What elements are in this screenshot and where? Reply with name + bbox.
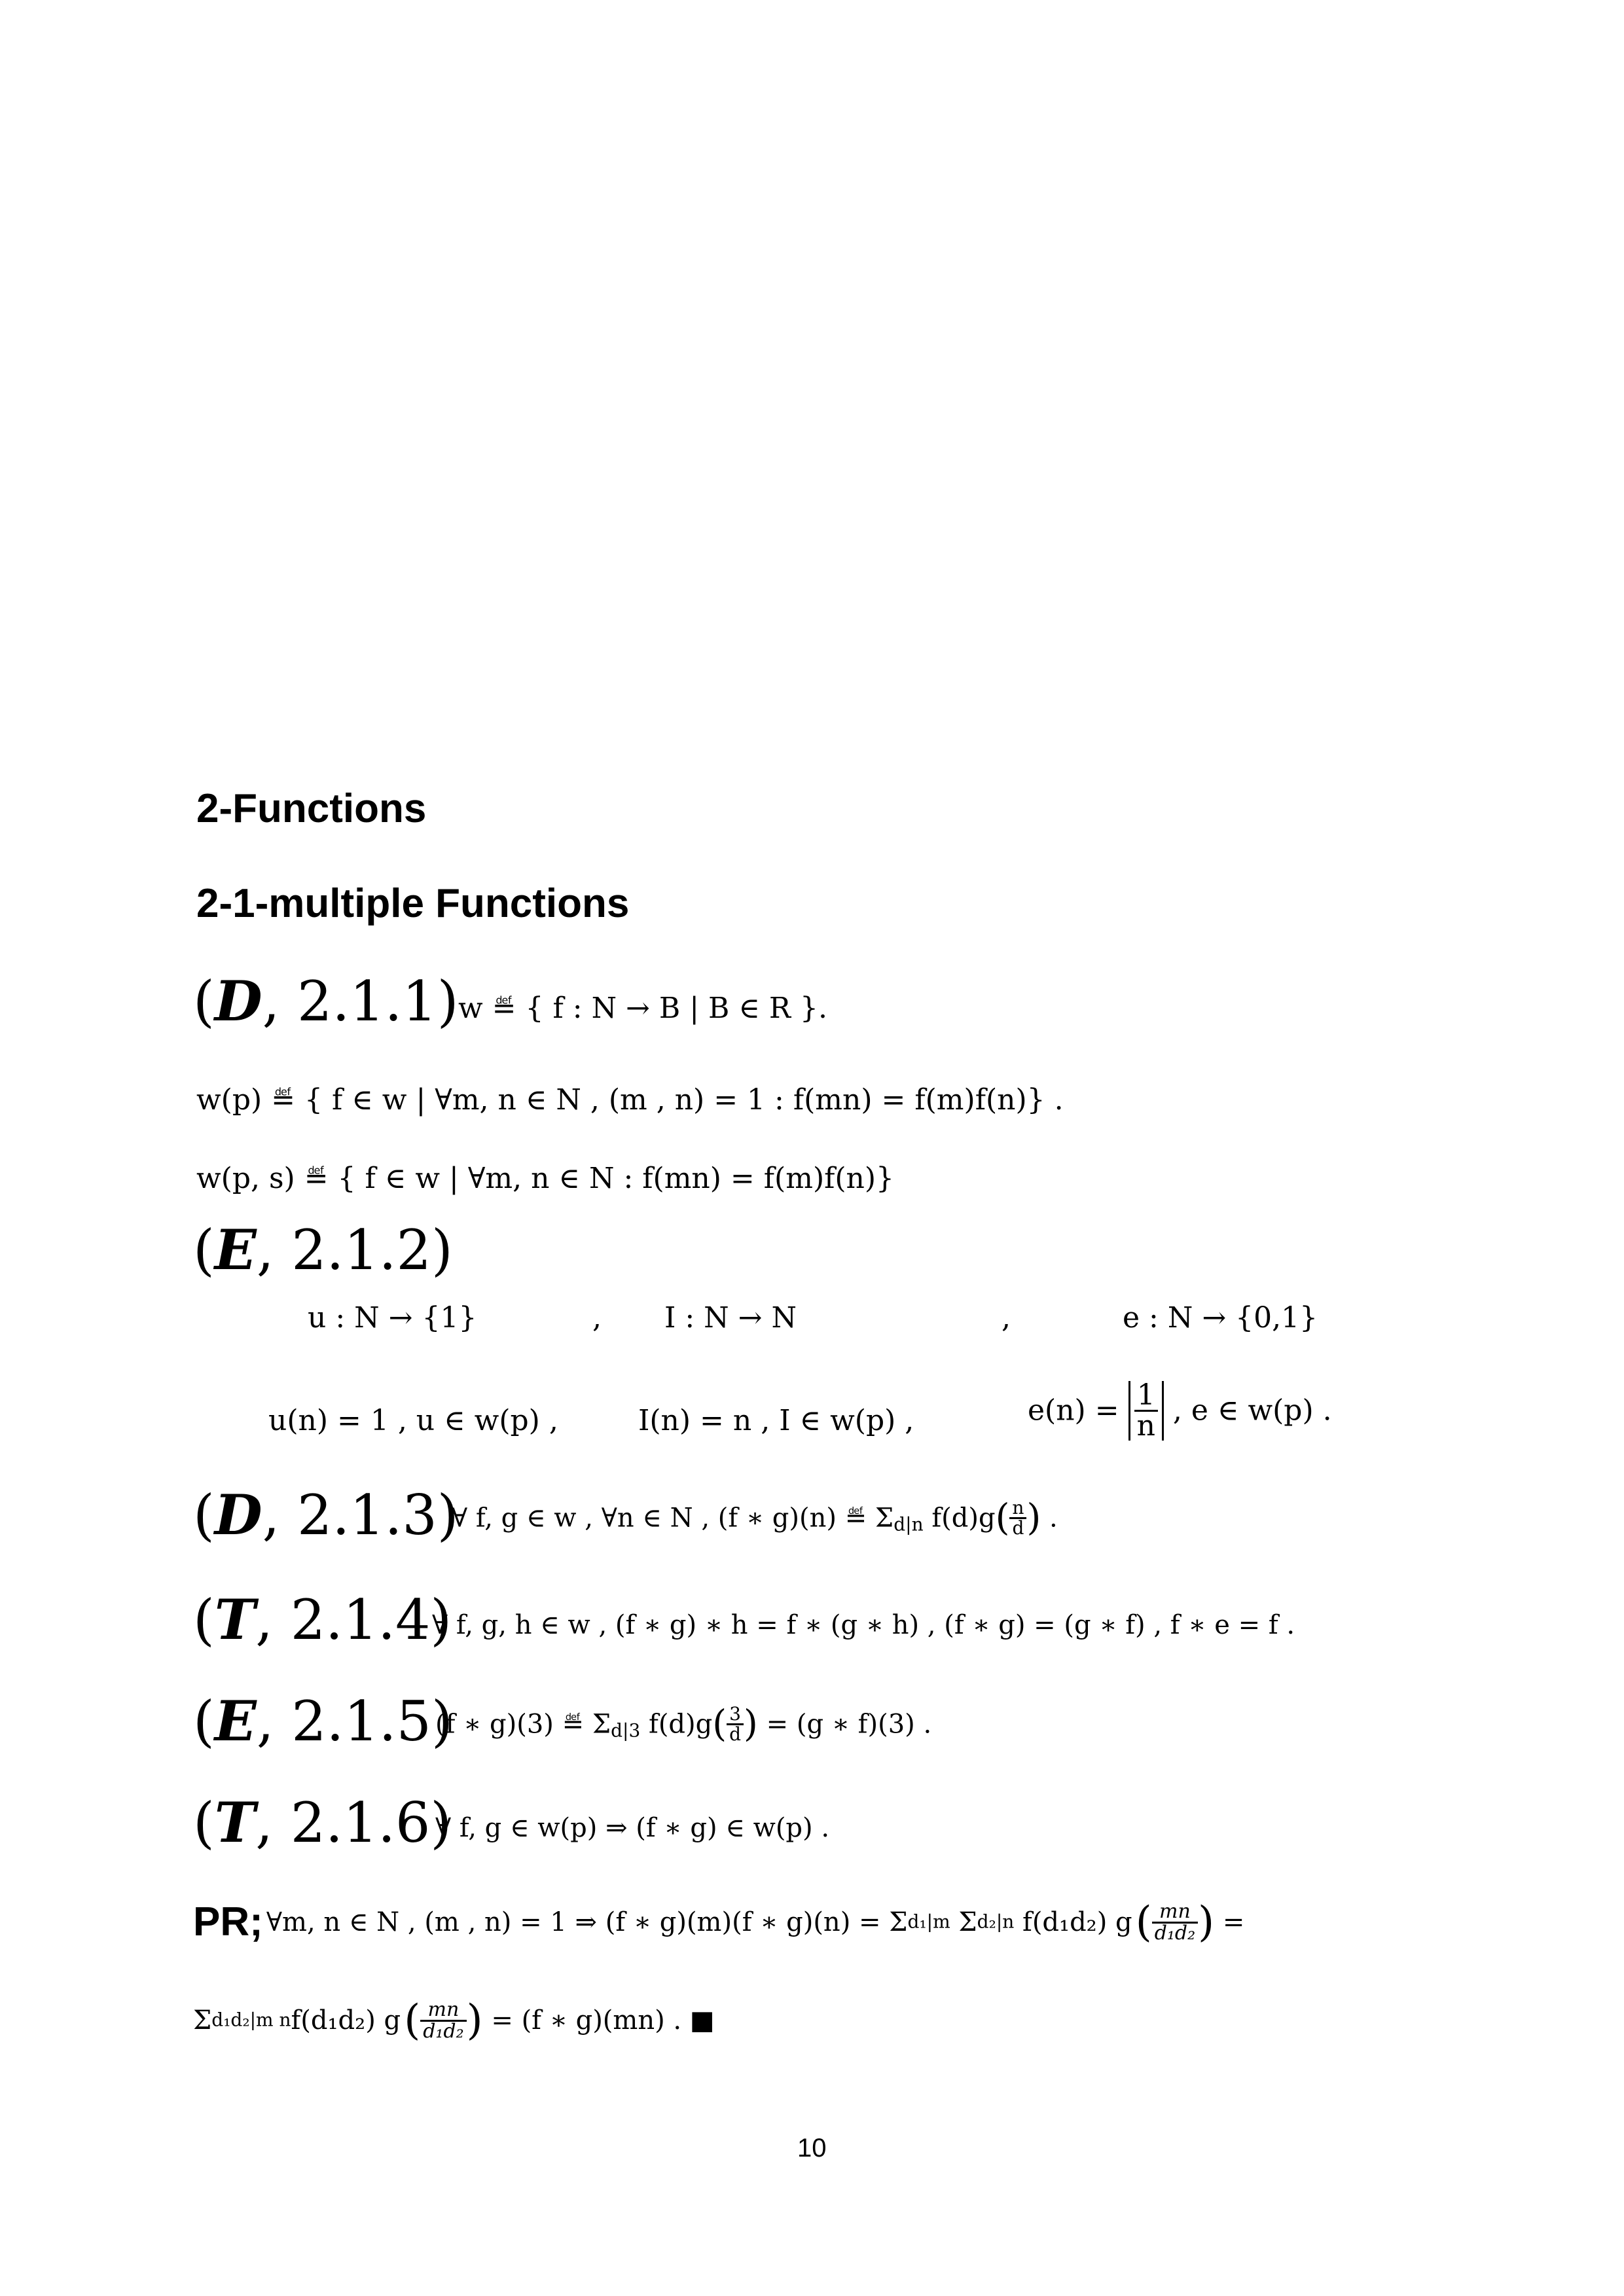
- theorem-formula-2-1-6: ∀ f, g ∈ w(p) ⇒ (f ∗ g) ∈ w(p) .: [435, 1813, 830, 1843]
- floor-bracket: $\frac{1}{n}$: [1128, 1381, 1164, 1441]
- example-map-u: u : N → {1}: [308, 1301, 477, 1335]
- proof-line-1: PR; ∀m, n ∈ N , (m , n) = 1 ⇒ (f ∗ g)(m)(f ∗ $g)(n) = \Sigma_{d_1|m}$ $\Sigma_{d_2|n}$ f(d₁d₂) g ( $\frac{mn}{\text{d₁d₂}}$ ) =: [193, 1898, 1245, 1946]
- proof-prefix: PR;: [193, 1899, 263, 1945]
- wps-definition: w(p, s) ≝ { f ∈ w | ∀m, n ∈ N : f(mn) = f(m)f(n)}: [196, 1162, 895, 1195]
- example-map-i: I : N → N: [664, 1301, 797, 1335]
- proof-line-2: $\Sigma_{d_1d_2|m n}f(d_1d_2)$ g ( $\frac{mn}{\text{d₁d₂}}$ ) = (f ∗ g)(mn) . ■: [193, 1996, 715, 2045]
- example-label-2-1-5: (E, 2.1.5): [193, 1689, 453, 1753]
- example-map-e: e : N → {0,1}: [1123, 1301, 1318, 1335]
- subsection-title: 2-1-multiple Functions: [196, 881, 630, 926]
- example-u-value: u(n) = 1 , u ∈ w(p) ,: [268, 1404, 558, 1437]
- theorem-label-2-1-4: (T, 2.1.4): [193, 1587, 452, 1652]
- example-label-2-1-2: (E, 2.1.2): [193, 1217, 453, 1282]
- example-formula-2-1-5: (f ∗ g)(3) ≝ $\Sigma_{d|3}$ f(d)g( $\frac{3}{d}$ ) = (g ∗ f)(3) .: [435, 1702, 932, 1746]
- theorem-label-2-1-6: (T, 2.1.6): [193, 1790, 452, 1855]
- theorem-formula-2-1-4: ∀ f, g, h ∈ w , (f ∗ g) ∗ h = f ∗ (g ∗ h) , (f ∗ g) = (g ∗ f) , f ∗ e = f .: [432, 1610, 1295, 1640]
- definition-formula-2-1-3: ∀ f, g ∈ w , ∀n ∈ N , (f ∗ g)(n) ≝ $\Sigma_{d|n}$ f(d)g( $\frac{n}{d}$ ) .: [452, 1496, 1058, 1539]
- example-i-value: I(n) = n , I ∈ w(p) ,: [638, 1404, 914, 1437]
- example-e-value: e(n) = $\frac{1}{n}$ , e ∈ w(p) .: [1028, 1378, 1332, 1443]
- section-title: 2-Functions: [196, 786, 427, 831]
- comma-separator: ,: [592, 1301, 602, 1335]
- page-number: 10: [797, 2134, 827, 2162]
- wp-definition: w(p) ≝ { f ∈ w | ∀m, n ∈ N , (m , n) = 1 : f(mn) = f(m)f(n)} .: [196, 1083, 1064, 1117]
- definition-label-2-1-1: (D, 2.1.1): [193, 969, 459, 1033]
- comma-separator: ,: [1001, 1301, 1011, 1335]
- definition-label-2-1-3: (D, 2.1.3): [193, 1482, 459, 1547]
- definition-formula-2-1-1: w ≝ { f : N → B | B ∈ R }.: [458, 992, 828, 1025]
